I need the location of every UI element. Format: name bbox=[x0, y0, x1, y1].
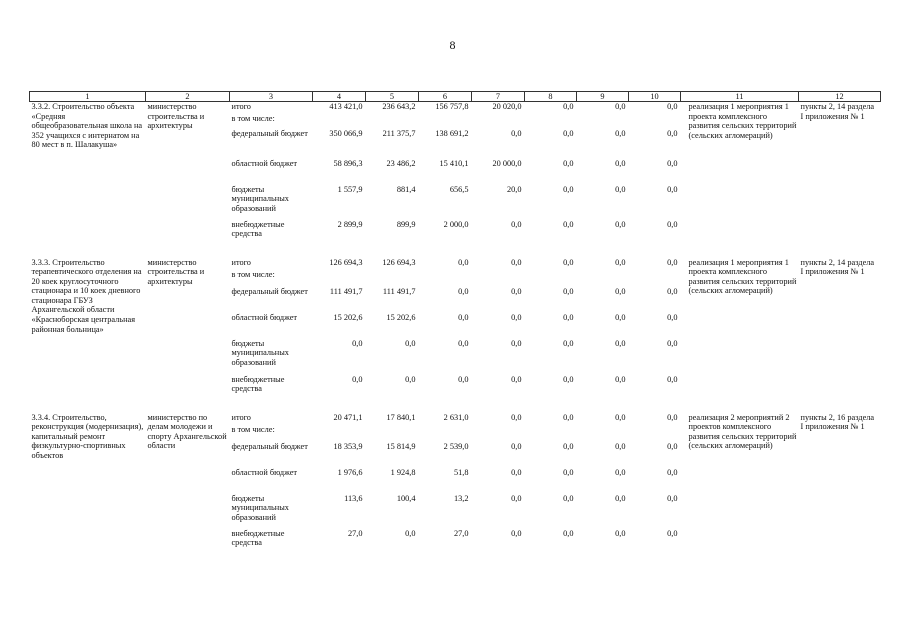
column-number: 6 bbox=[419, 92, 472, 102]
amount-cell: 0,0 bbox=[615, 467, 626, 477]
column-number: 11 bbox=[681, 92, 799, 102]
amount-cell bbox=[419, 425, 472, 442]
amount-cell bbox=[419, 114, 472, 129]
amount-cell: 0,0 bbox=[563, 286, 574, 296]
table-row bbox=[30, 102, 881, 114]
funding-source: областной бюджет bbox=[231, 312, 298, 322]
amount-cell: 0,0 bbox=[563, 184, 574, 194]
amount-cell: 51,8 bbox=[453, 467, 469, 477]
column-number-row bbox=[30, 92, 881, 102]
amount-cell: 15 410,1 bbox=[439, 158, 469, 168]
amount-cell: 0,0 bbox=[615, 338, 626, 348]
funding-source: бюджеты муниципальных образований bbox=[231, 338, 289, 367]
funding-source: бюджеты муниципальных образований bbox=[231, 493, 289, 522]
amount-cell: 0,0 bbox=[458, 286, 469, 296]
amount-cell: 0,0 bbox=[511, 467, 522, 477]
amount-cell: 58 896,3 bbox=[333, 158, 363, 168]
amount-cell: 0,0 bbox=[577, 102, 629, 114]
funding-source: итого bbox=[231, 257, 251, 267]
amount-cell bbox=[313, 270, 366, 287]
amount-cell: 0,0 bbox=[615, 184, 626, 194]
amount-cell: 0,0 bbox=[667, 257, 678, 267]
funding-source: бюджеты муниципальных образований bbox=[231, 184, 289, 213]
amount-cell: 20,0 bbox=[506, 184, 522, 194]
amount-cell: 2 000,0 bbox=[443, 219, 469, 229]
amount-cell: 0,0 bbox=[667, 219, 678, 229]
indicator-reference: пункты 2, 14 раздела I приложения № 1 bbox=[800, 257, 875, 277]
amount-cell: 15 814,9 bbox=[386, 441, 416, 451]
block-spacer bbox=[30, 246, 881, 258]
amount-cell bbox=[419, 270, 472, 287]
amount-cell: 0,0 bbox=[352, 374, 363, 384]
amount-cell: 211 375,7 bbox=[382, 128, 416, 138]
amount-cell: 0,0 bbox=[667, 467, 678, 477]
amount-cell: 0,0 bbox=[511, 257, 522, 267]
amount-cell: 350 066,9 bbox=[329, 128, 363, 138]
amount-cell: 111 491,7 bbox=[382, 286, 416, 296]
amount-cell: 15 202,6 bbox=[333, 312, 363, 322]
amount-cell: 0,0 bbox=[615, 128, 626, 138]
amount-cell: 0,0 bbox=[458, 312, 469, 322]
expected-result: реализация 2 мероприятий 2 проектов комплексного развития сельских территорий (сельских агломераций) bbox=[688, 412, 797, 451]
amount-cell: 0,0 bbox=[615, 441, 626, 451]
amount-cell: 0,0 bbox=[615, 412, 626, 422]
amount-cell: 113,6 bbox=[344, 493, 363, 503]
amount-cell: 0,0 bbox=[563, 412, 574, 422]
amount-cell: 0,0 bbox=[615, 374, 626, 384]
amount-cell: 0,0 bbox=[615, 158, 626, 168]
amount-cell bbox=[525, 114, 577, 129]
amount-cell: 0,0 bbox=[511, 312, 522, 322]
amount-cell bbox=[525, 425, 577, 442]
amount-cell: 20 000,0 bbox=[492, 158, 522, 168]
amount-cell bbox=[366, 270, 419, 287]
funding-source: итого bbox=[231, 412, 251, 422]
amount-cell bbox=[525, 270, 577, 287]
amount-cell: 0,0 bbox=[667, 286, 678, 296]
amount-cell: 126 694,3 bbox=[382, 257, 416, 267]
expected-result: реализация 1 мероприятия 1 проекта комплексного развития сельских территорий (сельских агломераций) bbox=[688, 257, 797, 296]
amount-cell: 0,0 bbox=[511, 528, 522, 538]
amount-cell: 0,0 bbox=[458, 257, 469, 267]
amount-cell: 0,0 bbox=[511, 493, 522, 503]
amount-cell: 18 353,9 bbox=[333, 441, 363, 451]
amount-cell: 1 557,9 bbox=[337, 184, 363, 194]
amount-cell: 0,0 bbox=[511, 374, 522, 384]
amount-cell: 0,0 bbox=[667, 528, 678, 538]
funding-source: федеральный бюджет bbox=[231, 441, 308, 451]
amount-cell: 0,0 bbox=[563, 374, 574, 384]
amount-cell bbox=[577, 270, 629, 287]
amount-cell: 236 643,2 bbox=[366, 102, 419, 114]
amount-cell: 0,0 bbox=[667, 412, 678, 422]
amount-cell: 156 757,8 bbox=[419, 102, 472, 114]
amount-cell bbox=[472, 270, 525, 287]
amount-cell: 1 976,6 bbox=[337, 467, 363, 477]
spacer-cell bbox=[30, 246, 881, 258]
amount-cell: 0,0 bbox=[563, 312, 574, 322]
amount-cell: 0,0 bbox=[563, 467, 574, 477]
amount-cell: 23 486,2 bbox=[386, 158, 416, 168]
funding-source: областной бюджет bbox=[231, 158, 298, 168]
amount-cell bbox=[313, 114, 366, 129]
column-number: 4 bbox=[313, 92, 366, 102]
amount-cell: 0,0 bbox=[667, 441, 678, 451]
amount-cell: 0,0 bbox=[458, 338, 469, 348]
funding-source: в том числе: bbox=[231, 113, 275, 123]
amount-cell: 0,0 bbox=[511, 128, 522, 138]
amount-cell: 0,0 bbox=[458, 374, 469, 384]
funding-source: в том числе: bbox=[231, 269, 275, 279]
amount-cell: 0,0 bbox=[667, 374, 678, 384]
amount-cell: 2 899,9 bbox=[337, 219, 363, 229]
funding-source: в том числе: bbox=[231, 424, 275, 434]
funding-source: федеральный бюджет bbox=[231, 286, 308, 296]
amount-cell: 0,0 bbox=[667, 184, 678, 194]
amount-cell: 0,0 bbox=[615, 312, 626, 322]
amount-cell: 0,0 bbox=[563, 219, 574, 229]
amount-cell: 2 539,0 bbox=[443, 441, 469, 451]
amount-cell: 20 471,1 bbox=[333, 412, 363, 422]
amount-cell: 0,0 bbox=[352, 338, 363, 348]
amount-cell: 0,0 bbox=[525, 102, 577, 114]
column-number: 1 bbox=[30, 92, 146, 102]
amount-cell: 899,9 bbox=[396, 219, 416, 229]
project-title: 3.3.4. Строительство, реконструкция (модернизация), капитальный ремонт физкультурно-спортивных объектов bbox=[31, 412, 144, 460]
amount-cell: 0,0 bbox=[667, 312, 678, 322]
amount-cell: 138 691,2 bbox=[435, 128, 469, 138]
executor: министерство строительства и архитектуры bbox=[147, 257, 205, 286]
amount-cell: 0,0 bbox=[563, 128, 574, 138]
amount-cell: 656,5 bbox=[449, 184, 469, 194]
block-spacer bbox=[30, 401, 881, 413]
amount-cell: 0,0 bbox=[615, 219, 626, 229]
amount-cell: 0,0 bbox=[405, 374, 416, 384]
amount-cell bbox=[577, 425, 629, 442]
column-number: 3 bbox=[230, 92, 313, 102]
amount-cell: 0,0 bbox=[511, 219, 522, 229]
amount-cell: 126 694,3 bbox=[329, 257, 363, 267]
amount-cell bbox=[629, 114, 681, 129]
amount-cell bbox=[629, 270, 681, 287]
amount-cell bbox=[472, 425, 525, 442]
column-number: 7 bbox=[472, 92, 525, 102]
expected-result: реализация 1 мероприятия 1 проекта комплексного развития сельских территорий (сельских агломераций) bbox=[681, 102, 799, 246]
program-table bbox=[29, 91, 881, 555]
amount-cell: 0,0 bbox=[667, 128, 678, 138]
amount-cell: 0,0 bbox=[563, 493, 574, 503]
amount-cell: 0,0 bbox=[563, 257, 574, 267]
amount-cell: 0,0 bbox=[615, 493, 626, 503]
funding-source: внебюджетные средства bbox=[231, 219, 285, 239]
amount-cell bbox=[472, 114, 525, 129]
amount-cell: 0,0 bbox=[511, 441, 522, 451]
amount-cell: 100,4 bbox=[396, 493, 416, 503]
amount-cell: 0,0 bbox=[563, 528, 574, 538]
amount-cell: 0,0 bbox=[667, 338, 678, 348]
executor: министерство строительства и архитектуры bbox=[146, 102, 230, 246]
amount-cell: 0,0 bbox=[405, 338, 416, 348]
amount-cell bbox=[313, 425, 366, 442]
amount-cell bbox=[629, 425, 681, 442]
column-number: 5 bbox=[366, 92, 419, 102]
amount-cell: 27,0 bbox=[453, 528, 469, 538]
amount-cell: 2 631,0 bbox=[443, 412, 469, 422]
table-row bbox=[30, 258, 881, 270]
funding-source: внебюджетные средства bbox=[231, 374, 285, 394]
table-row bbox=[30, 413, 881, 425]
amount-cell bbox=[577, 114, 629, 129]
amount-cell: 0,0 bbox=[615, 528, 626, 538]
amount-cell: 1 924,8 bbox=[390, 467, 416, 477]
column-number: 8 bbox=[525, 92, 577, 102]
amount-cell bbox=[366, 425, 419, 442]
indicator-reference: пункты 2, 16 раздела I приложения № 1 bbox=[800, 412, 875, 432]
amount-cell: 0,0 bbox=[563, 441, 574, 451]
executor: министерство по делам молодежи и спорту Архангельской области bbox=[147, 412, 227, 451]
funding-source: областной бюджет bbox=[231, 467, 298, 477]
funding-source: итого bbox=[230, 102, 313, 114]
funding-source: внебюджетные средства bbox=[231, 528, 285, 548]
amount-cell: 0,0 bbox=[511, 286, 522, 296]
amount-cell: 0,0 bbox=[563, 338, 574, 348]
amount-cell: 0,0 bbox=[511, 412, 522, 422]
amount-cell: 27,0 bbox=[347, 528, 363, 538]
column-number: 10 bbox=[629, 92, 681, 102]
amount-cell: 0,0 bbox=[615, 257, 626, 267]
amount-cell: 13,2 bbox=[453, 493, 469, 503]
amount-cell: 17 840,1 bbox=[386, 412, 416, 422]
amount-cell: 0,0 bbox=[667, 493, 678, 503]
amount-cell: 20 020,0 bbox=[472, 102, 525, 114]
indicator-reference: пункты 2, 14 раздела I приложения № 1 bbox=[799, 102, 881, 246]
amount-cell: 0,0 bbox=[511, 338, 522, 348]
amount-cell: 0,0 bbox=[667, 158, 678, 168]
amount-cell: 0,0 bbox=[615, 286, 626, 296]
amount-cell: 15 202,6 bbox=[386, 312, 416, 322]
funding-source: федеральный бюджет bbox=[231, 128, 308, 138]
amount-cell: 881,4 bbox=[396, 184, 416, 194]
amount-cell: 0,0 bbox=[629, 102, 681, 114]
page-number: 8 bbox=[449, 38, 456, 52]
amount-cell: 413 421,0 bbox=[313, 102, 366, 114]
column-number: 12 bbox=[799, 92, 881, 102]
amount-cell bbox=[366, 114, 419, 129]
spacer-cell bbox=[30, 401, 881, 413]
project-title: 3.3.2. Строительство объекта «Средняя общеобразовательная школа на 352 учащихся с интернатом на 80 мест в п. Шалакуша» bbox=[30, 102, 146, 246]
amount-cell: 111 491,7 bbox=[329, 286, 363, 296]
amount-cell: 0,0 bbox=[405, 528, 416, 538]
project-title: 3.3.3. Строительство терапевтического отделения на 20 коек круглосуточного стационара и 10 коек дневного стационара ГБУЗ Архангельской области «Красноборская центральная районная больница» bbox=[31, 257, 142, 334]
column-number: 2 bbox=[146, 92, 230, 102]
column-number: 9 bbox=[577, 92, 629, 102]
amount-cell: 0,0 bbox=[563, 158, 574, 168]
